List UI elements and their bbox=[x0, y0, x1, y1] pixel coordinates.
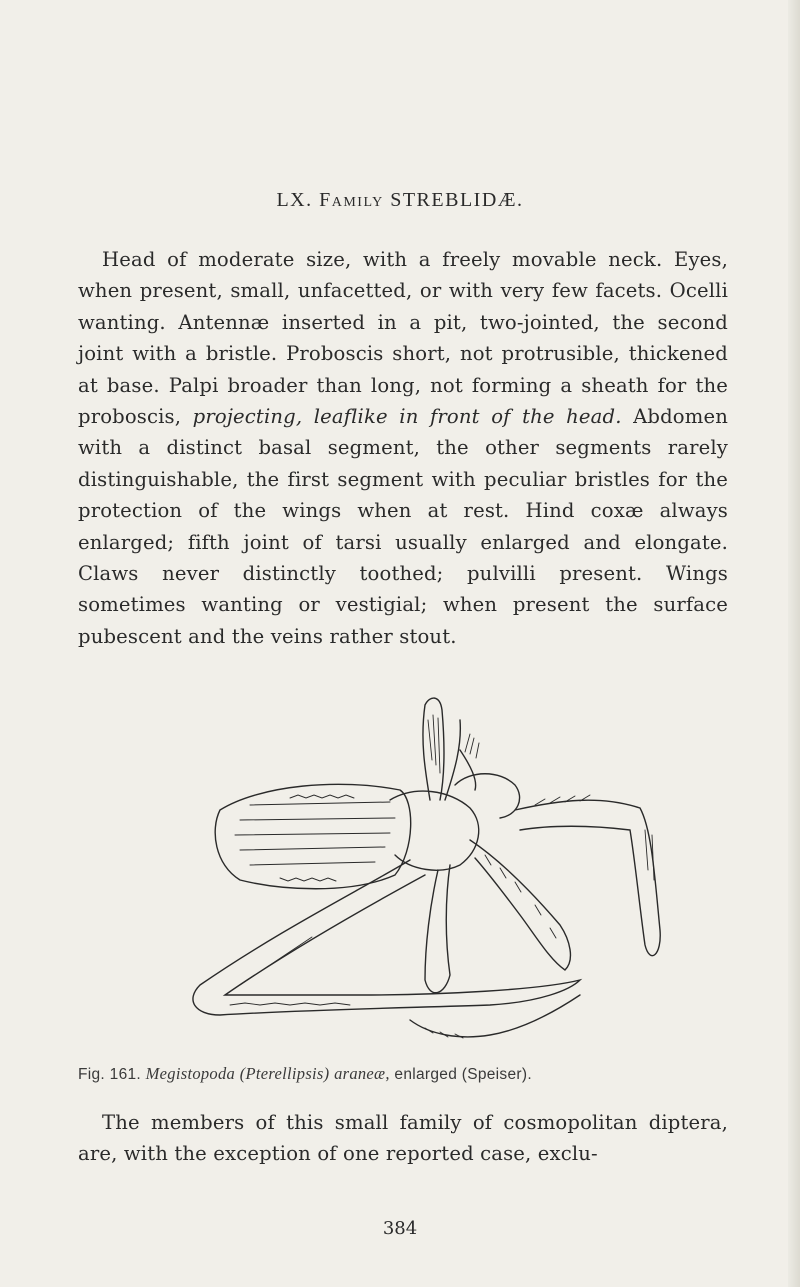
caption-subgenus: (Pterellipsis) bbox=[239, 1064, 330, 1083]
section-number: LX. bbox=[276, 189, 313, 211]
wing-outline bbox=[215, 784, 411, 888]
caption-prefix: Fig. 161. bbox=[78, 1066, 142, 1083]
description-paragraph bbox=[78, 244, 728, 652]
description-italic-1: projecting, bbox=[192, 405, 303, 429]
head-outline bbox=[455, 774, 520, 818]
antenna-right bbox=[445, 720, 460, 800]
description-italic-2: leaflike in front of the head. bbox=[313, 405, 622, 429]
caption-suffix: enlarged (Speiser). bbox=[394, 1066, 532, 1083]
figure-caption bbox=[78, 1064, 738, 1084]
right-leg bbox=[515, 800, 660, 955]
middle-leg-1 bbox=[470, 840, 570, 970]
page-number: 384 bbox=[382, 1218, 418, 1239]
caption-species: araneæ, bbox=[334, 1064, 390, 1083]
wing-venation bbox=[235, 795, 395, 881]
description-text-b: Abdomen with a distinct basal segment, the other segments rarely distinguishable, the first segment with peculiar bristles for the protection of the wings when at rest. Hind coxæ always enlarged; fifth joint of tarsi usually enlarged and elongate. Claws never distinctly toothed; pulvilli present. Wings sometimes wanting or vestigial; when present the surface pubescent and the veins rather stout. bbox=[78, 405, 728, 648]
antenna-left bbox=[423, 698, 444, 800]
thorax-outline bbox=[390, 791, 479, 870]
section-heading bbox=[0, 189, 800, 212]
tarsus bbox=[410, 995, 580, 1037]
description-text-a: Head of moderate size, with a freely movable neck. Eyes, when present, small, unfacetted, or with very few facets. Ocelli wanting. Antennæ inserted in a pit, two-jointed, the second joint with a bristle. Proboscis short, not protrusible, thickened at base. Palpi broader than long, not forming a sheath for the proboscis, bbox=[78, 248, 728, 429]
section-label: Family bbox=[319, 189, 384, 211]
upper-leg bbox=[460, 750, 476, 790]
body-paragraph: The members of this small family of cosmopolitan diptera, are, with the exception of one reported case, exclu- bbox=[78, 1111, 728, 1166]
caption-genus: Megistopoda bbox=[145, 1064, 236, 1083]
description-space bbox=[302, 405, 314, 428]
family-name: STREBLIDÆ. bbox=[390, 189, 524, 211]
middle-leg-2 bbox=[425, 865, 450, 993]
insect-illustration bbox=[140, 690, 700, 1060]
